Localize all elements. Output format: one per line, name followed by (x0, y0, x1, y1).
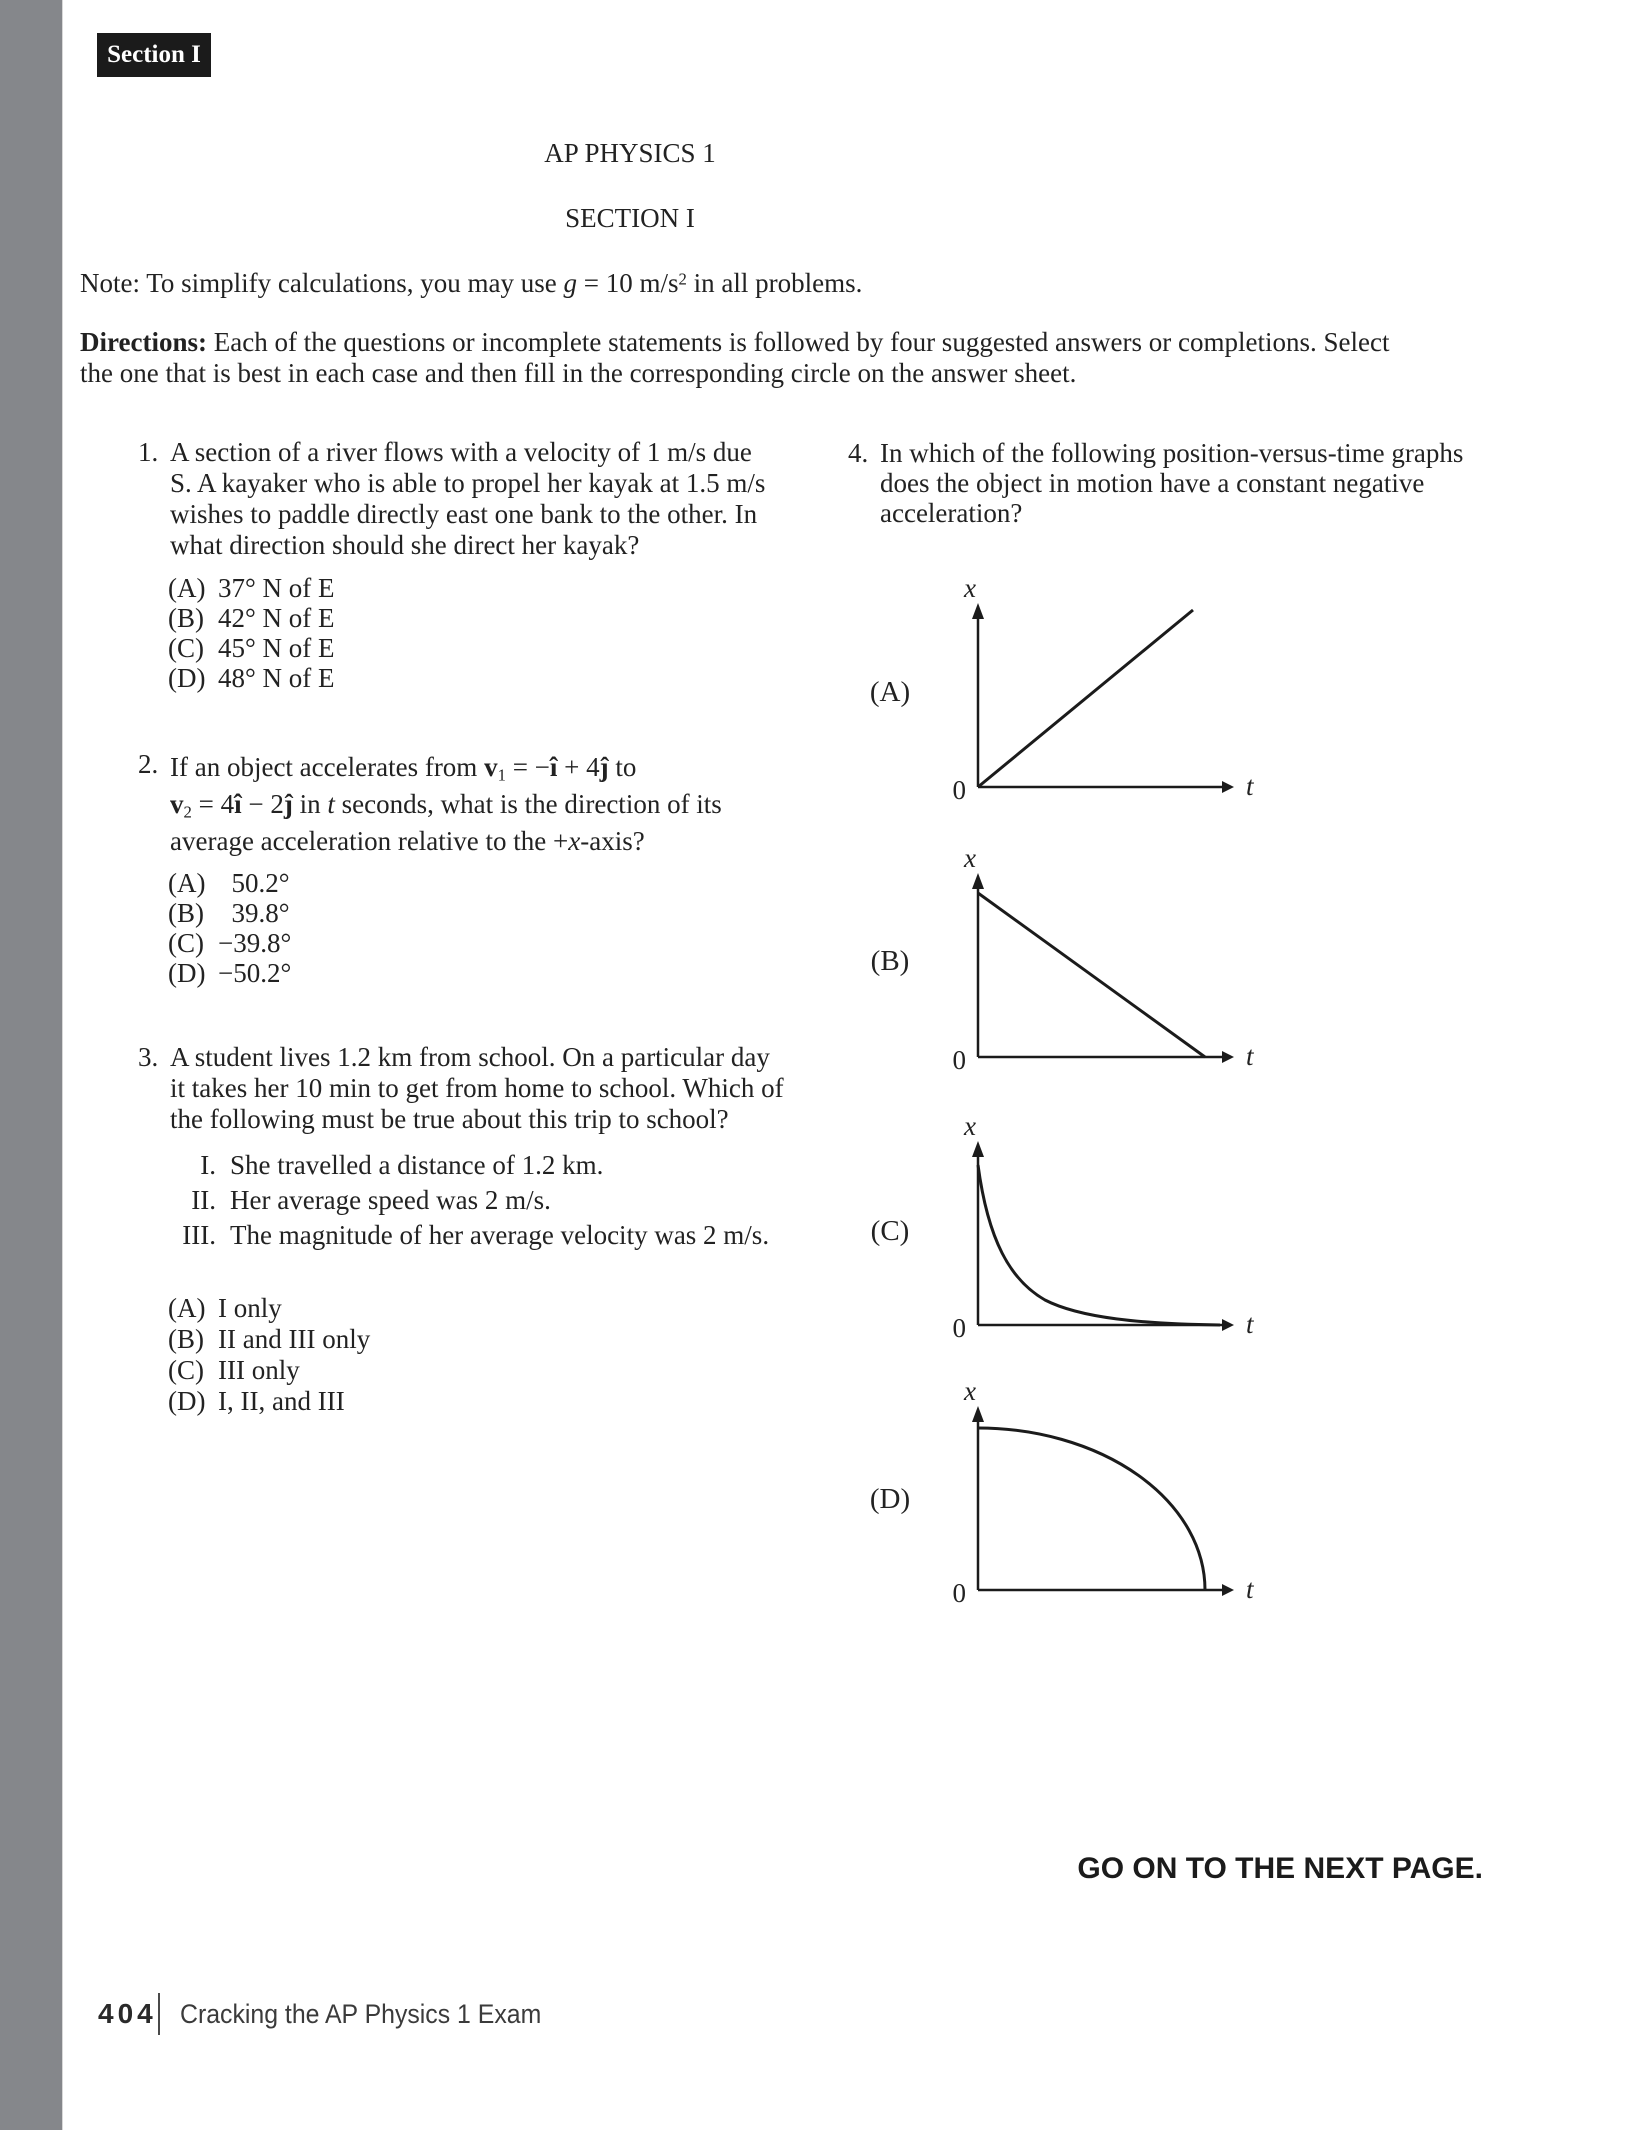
graph-d-origin-label: 0 (952, 1578, 966, 1608)
graph-a-t-axis-label: t (1246, 771, 1254, 801)
q2-text: If an object accelerates from (170, 752, 485, 782)
question-2-choices (168, 868, 291, 988)
question-2-line (170, 823, 722, 860)
question-3-line: A student lives 1.2 km from school. On a particular day (170, 1042, 770, 1072)
question-1-stem (170, 437, 765, 561)
choice-row (168, 1355, 370, 1386)
graph-c-t-axis-label: t (1246, 1309, 1254, 1339)
choice-text: 42° N of E (218, 603, 335, 633)
choice-text: II and III only (218, 1324, 371, 1354)
choice-label: (B) (168, 603, 204, 633)
graph-c-label: (C) (870, 1215, 910, 1247)
footer-book-title: Cracking the AP Physics 1 Exam (180, 1999, 542, 2029)
roman-label: III. (182, 1220, 216, 1250)
choice-label: (C) (168, 633, 204, 663)
i-hat: î (549, 752, 558, 782)
question-3-choices (168, 1293, 370, 1417)
question-2 (138, 749, 722, 860)
choice-row (168, 1293, 370, 1324)
q2-text: in (292, 789, 328, 819)
graph-d-x-axis-label: x (964, 1376, 976, 1406)
choice-row (168, 898, 291, 928)
page-binding-band (0, 0, 63, 2130)
graph-d (930, 1370, 1270, 1610)
graph-a-x-axis-label: x (964, 573, 976, 603)
note-superscript: 2 (678, 269, 687, 289)
roman-text: The magnitude of her average velocity was 2 m/s. (230, 1220, 770, 1250)
roman-item (138, 1183, 769, 1218)
question-1 (138, 437, 765, 561)
q2-text: + 4 (557, 752, 600, 782)
question-1-line: what direction should she direct her kayak? (170, 530, 640, 560)
graph-d-t-axis-label: t (1246, 1574, 1254, 1604)
choice-text: 50.2° (218, 868, 290, 898)
choice-text: 45° N of E (218, 633, 335, 663)
q2-text: average acceleration relative to the + (170, 826, 569, 856)
t-variable: t (327, 789, 335, 819)
vector-v1: v (484, 752, 498, 782)
question-3-roman-list (138, 1148, 769, 1253)
t-axis-arrowhead (1222, 1051, 1234, 1063)
directions-label: Directions: (80, 327, 207, 357)
choice-row (168, 1386, 370, 1417)
choice-text: 39.8° (218, 898, 290, 928)
question-1-line: wishes to paddle directly east one bank to the other. In (170, 499, 758, 529)
choice-text: −50.2° (218, 958, 292, 988)
graph-c-origin-label: 0 (952, 1313, 966, 1343)
question-4-number: 4. (848, 438, 869, 468)
roman-label: I. (200, 1150, 216, 1180)
directions-line1 (80, 327, 1389, 358)
curve-linear-decreasing (978, 893, 1205, 1057)
graph-b-origin-label: 0 (952, 1045, 966, 1075)
question-2-line (170, 786, 722, 823)
question-2-number: 2. (138, 749, 159, 779)
q2-text: -axis? (580, 826, 645, 856)
go-on-next-page: GO ON TO THE NEXT PAGE. (1077, 1852, 1483, 1885)
graph-d-label: (D) (869, 1483, 911, 1515)
question-1-number: 1. (138, 437, 159, 467)
y-axis-arrowhead (972, 603, 984, 619)
question-4 (848, 438, 1463, 528)
footer-divider (158, 1993, 160, 2035)
question-3 (138, 1042, 784, 1135)
choice-label: (D) (168, 958, 206, 988)
question-1-line: S. A kayaker who is able to propel her kayak at 1.5 m/s (170, 468, 766, 498)
question-1-choices (168, 573, 335, 693)
directions (80, 327, 1389, 389)
note-post: in all problems. (686, 268, 863, 298)
t-axis-arrowhead (1222, 1584, 1234, 1596)
roman-text: Her average speed was 2 m/s. (230, 1185, 551, 1215)
choice-label: (A) (168, 868, 206, 898)
t-axis-arrowhead (1222, 781, 1234, 793)
graph-b-label: (B) (870, 945, 910, 977)
question-2-line (170, 749, 722, 786)
choice-label: (D) (168, 1386, 206, 1416)
choice-text: I only (218, 1293, 282, 1323)
choice-label: (D) (168, 663, 206, 693)
choice-row (168, 663, 335, 693)
roman-label: II. (191, 1185, 216, 1215)
roman-item (138, 1218, 769, 1253)
q2-text: seconds, what is the direction of its (334, 789, 722, 819)
y-axis-arrowhead (972, 1141, 984, 1157)
graph-b-x-axis-label: x (964, 843, 976, 873)
graph-c-x-axis-label: x (964, 1111, 976, 1141)
vector-v2: v (170, 789, 184, 819)
note-pre: Note: To simplify calculations, you may use (80, 268, 564, 298)
question-3-line: it takes her 10 min to get from home to school. Which of (170, 1073, 784, 1103)
choice-row (168, 868, 291, 898)
graph-b-t-axis-label: t (1246, 1041, 1254, 1071)
choice-row (168, 603, 335, 633)
roman-text: She travelled a distance of 1.2 km. (230, 1150, 604, 1180)
y-axis-arrowhead (972, 873, 984, 889)
j-hat: ĵ (283, 789, 293, 819)
question-4-line: In which of the following position-versus-time graphs (880, 438, 1464, 468)
curve-linear-increasing (978, 610, 1193, 787)
graph-c (930, 1105, 1270, 1345)
choice-label: (C) (168, 928, 204, 958)
i-hat: î (234, 789, 242, 819)
choice-row (168, 928, 291, 958)
choice-label: (A) (168, 573, 206, 603)
q2-text: = 4 (191, 789, 235, 819)
j-hat: ĵ (599, 752, 609, 782)
graph-a-label: (A) (869, 676, 911, 708)
question-3-line: the following must be true about this trip to school? (170, 1104, 729, 1134)
choice-label: (B) (168, 898, 204, 928)
choice-label: (A) (168, 1293, 206, 1323)
q2-text: to (608, 752, 637, 782)
section-tab: Section I (97, 33, 211, 77)
choice-label: (B) (168, 1324, 204, 1354)
q2-text: = − (505, 752, 550, 782)
choice-label: (C) (168, 1355, 204, 1385)
choice-row (168, 958, 291, 988)
directions-line1-text: Each of the questions or incomplete statements is followed by four suggested answers or completions. Select (206, 327, 1390, 357)
note-mid: = 10 m/s (577, 268, 679, 298)
graph-b (930, 837, 1270, 1077)
question-3-stem (170, 1042, 784, 1135)
x-variable: x (568, 826, 581, 856)
choice-text: 48° N of E (218, 663, 335, 693)
choice-row (168, 573, 335, 603)
graph-a-origin-label: 0 (952, 775, 966, 805)
question-4-line: acceleration? (880, 498, 1023, 528)
choice-text: I, II, and III (218, 1386, 345, 1416)
question-1-line: A section of a river flows with a velocity of 1 m/s due (170, 437, 752, 467)
y-axis-arrowhead (972, 1406, 984, 1422)
question-3-number: 3. (138, 1042, 159, 1072)
choice-row (168, 1324, 370, 1355)
vector-v1-subscript: 1 (497, 765, 506, 785)
curve-exponential-decay (978, 1165, 1220, 1325)
vector-v2-subscript: 2 (183, 802, 192, 822)
question-2-stem (170, 749, 722, 860)
note-line (80, 268, 862, 299)
section-heading: SECTION I (565, 203, 695, 233)
choice-text: 37° N of E (218, 573, 335, 603)
question-4-line: does the object in motion have a constant negative (880, 468, 1425, 498)
note-g-symbol: g (563, 268, 578, 298)
t-axis-arrowhead (1222, 1319, 1234, 1331)
q2-text: − 2 (241, 789, 284, 819)
choice-text: −39.8° (218, 928, 292, 958)
page-title: AP PHYSICS 1 (544, 138, 716, 168)
choice-row (168, 633, 335, 663)
directions-line2: the one that is best in each case and then fill in the corresponding circle on the answer sheet. (80, 358, 1077, 388)
question-4-stem (880, 438, 1463, 528)
roman-item (138, 1148, 769, 1183)
curve-concave-down-decreasing (978, 1428, 1205, 1590)
choice-text: III only (218, 1355, 300, 1385)
graph-a (930, 567, 1270, 807)
footer-page-number: 404 (98, 1998, 157, 2029)
